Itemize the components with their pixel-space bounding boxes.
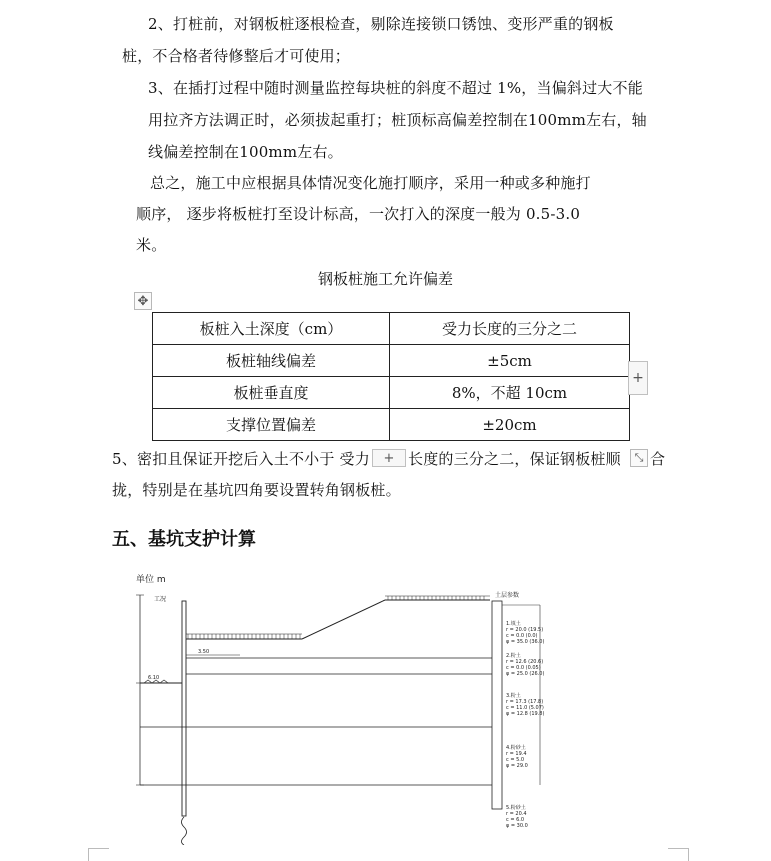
deviation-table	[152, 312, 630, 441]
diagram-unit-label: 单位 m	[136, 575, 166, 585]
table-row	[153, 345, 630, 377]
layer-param: c = 11.0 (5.07)	[506, 705, 544, 711]
paragraph-5-line-2: 拢，特别是在基坑四角要设置转角钢板桩。	[112, 481, 401, 499]
layer-name: 3.粉土	[506, 693, 521, 699]
add-column-plus-icon[interactable]: +	[628, 361, 648, 395]
layer-name: 1.填土	[506, 621, 521, 627]
page-corner-mark	[88, 848, 109, 861]
table-cell-value[interactable]: 受力长度的三分之二	[390, 313, 630, 345]
table-cell-item[interactable]: 支撑位置偏差	[153, 409, 390, 441]
section-heading: 五、基坑支护计算	[112, 529, 256, 550]
paragraph-5-line-1-end: 合	[650, 450, 666, 468]
paragraph-5-line-1-middle: 长度的三分之二，保证钢板桩顺	[408, 450, 621, 468]
table-cell-value[interactable]: ±5cm	[390, 345, 630, 377]
table-cell-item[interactable]: 板桩垂直度	[153, 377, 390, 409]
layer-param: c = 0.0 (0.05)	[506, 665, 541, 671]
table-row	[153, 377, 630, 409]
diagram-top-right-label: 土层参数	[495, 592, 520, 599]
layer-param: c = 5.0	[506, 757, 525, 763]
layer-param: r = 20.4	[506, 811, 527, 817]
layer-param: φ = 25.0 (26.0)	[506, 671, 545, 677]
paragraph-3-line-1: 3、在插打过程中随时测量监控每块桩的斜度不超过 1%，当偏斜过大不能	[148, 79, 643, 97]
table-cell-value[interactable]: 8%，不超 10cm	[390, 377, 630, 409]
layer-param: φ = 12.8 (19.8)	[506, 711, 545, 717]
layer-name: 4.粉砂土	[506, 745, 526, 751]
table-cell-value[interactable]: ±20cm	[390, 409, 630, 441]
paragraph-5-line-1-start: 5、密扣且保证开挖后入土不小于 受力	[112, 450, 370, 468]
table-row	[153, 313, 630, 345]
table-resize-handle-icon[interactable]: ⤡	[630, 449, 648, 467]
layer-param: r = 20.0 (19.5)	[506, 627, 544, 633]
layer-param: φ = 35.0 (36.0)	[506, 639, 545, 645]
paragraph-3-line-3: 线偏差控制在100mm左右。	[148, 143, 343, 161]
table-cell-item[interactable]: 板桩入土深度（cm）	[153, 313, 390, 345]
layer-param: c = 6.0	[506, 817, 525, 823]
layer-param: r = 12.6 (20.6)	[506, 659, 544, 665]
add-row-plus-icon[interactable]: +	[372, 449, 406, 467]
page-corner-mark	[668, 848, 689, 861]
layer-param: r = 17.3 (17.8)	[506, 699, 544, 705]
layer-param: c = 0.0 (0.0)	[506, 633, 538, 639]
paragraph-2-line-1: 2、打桩前，对钢板桩逐根检查，剔除连接锁口锈蚀、变形严重的钢板	[148, 15, 614, 33]
elevation-label: 6.10	[148, 675, 160, 681]
layer-param: φ = 30.0	[506, 823, 528, 829]
table-cell-item[interactable]: 板桩轴线偏差	[153, 345, 390, 377]
layer-name: 2.粉土	[506, 653, 521, 659]
layer-param: φ = 29.0	[506, 763, 528, 769]
foundation-pit-diagram	[130, 565, 560, 845]
table-row	[153, 409, 630, 441]
table-move-handle-icon[interactable]: ✥	[134, 292, 152, 310]
layer-param: r = 19.4	[506, 751, 527, 757]
summary-line-3: 米。	[136, 236, 167, 254]
summary-line-2: 顺序， 逐步将板桩打至设计标高，一次打入的深度一般为 0.5-3.0	[136, 205, 581, 223]
diagram-left-label: 工况	[154, 596, 167, 603]
layer-name: 5.粉砂土	[506, 805, 526, 811]
table-caption: 钢板桩施工允许偏差	[317, 270, 453, 288]
paragraph-3-line-2: 用拉齐方法调正时，必须拔起重打；桩顶标高偏差控制在100mm左右，轴	[148, 111, 647, 129]
summary-line-1: 总之，施工中应根据具体情况变化施打顺序，采用一种或多种施打	[150, 174, 591, 192]
elevation-label: 3.50	[198, 649, 210, 655]
paragraph-2-line-2: 桩，不合格者待修整后才可使用；	[122, 47, 351, 65]
